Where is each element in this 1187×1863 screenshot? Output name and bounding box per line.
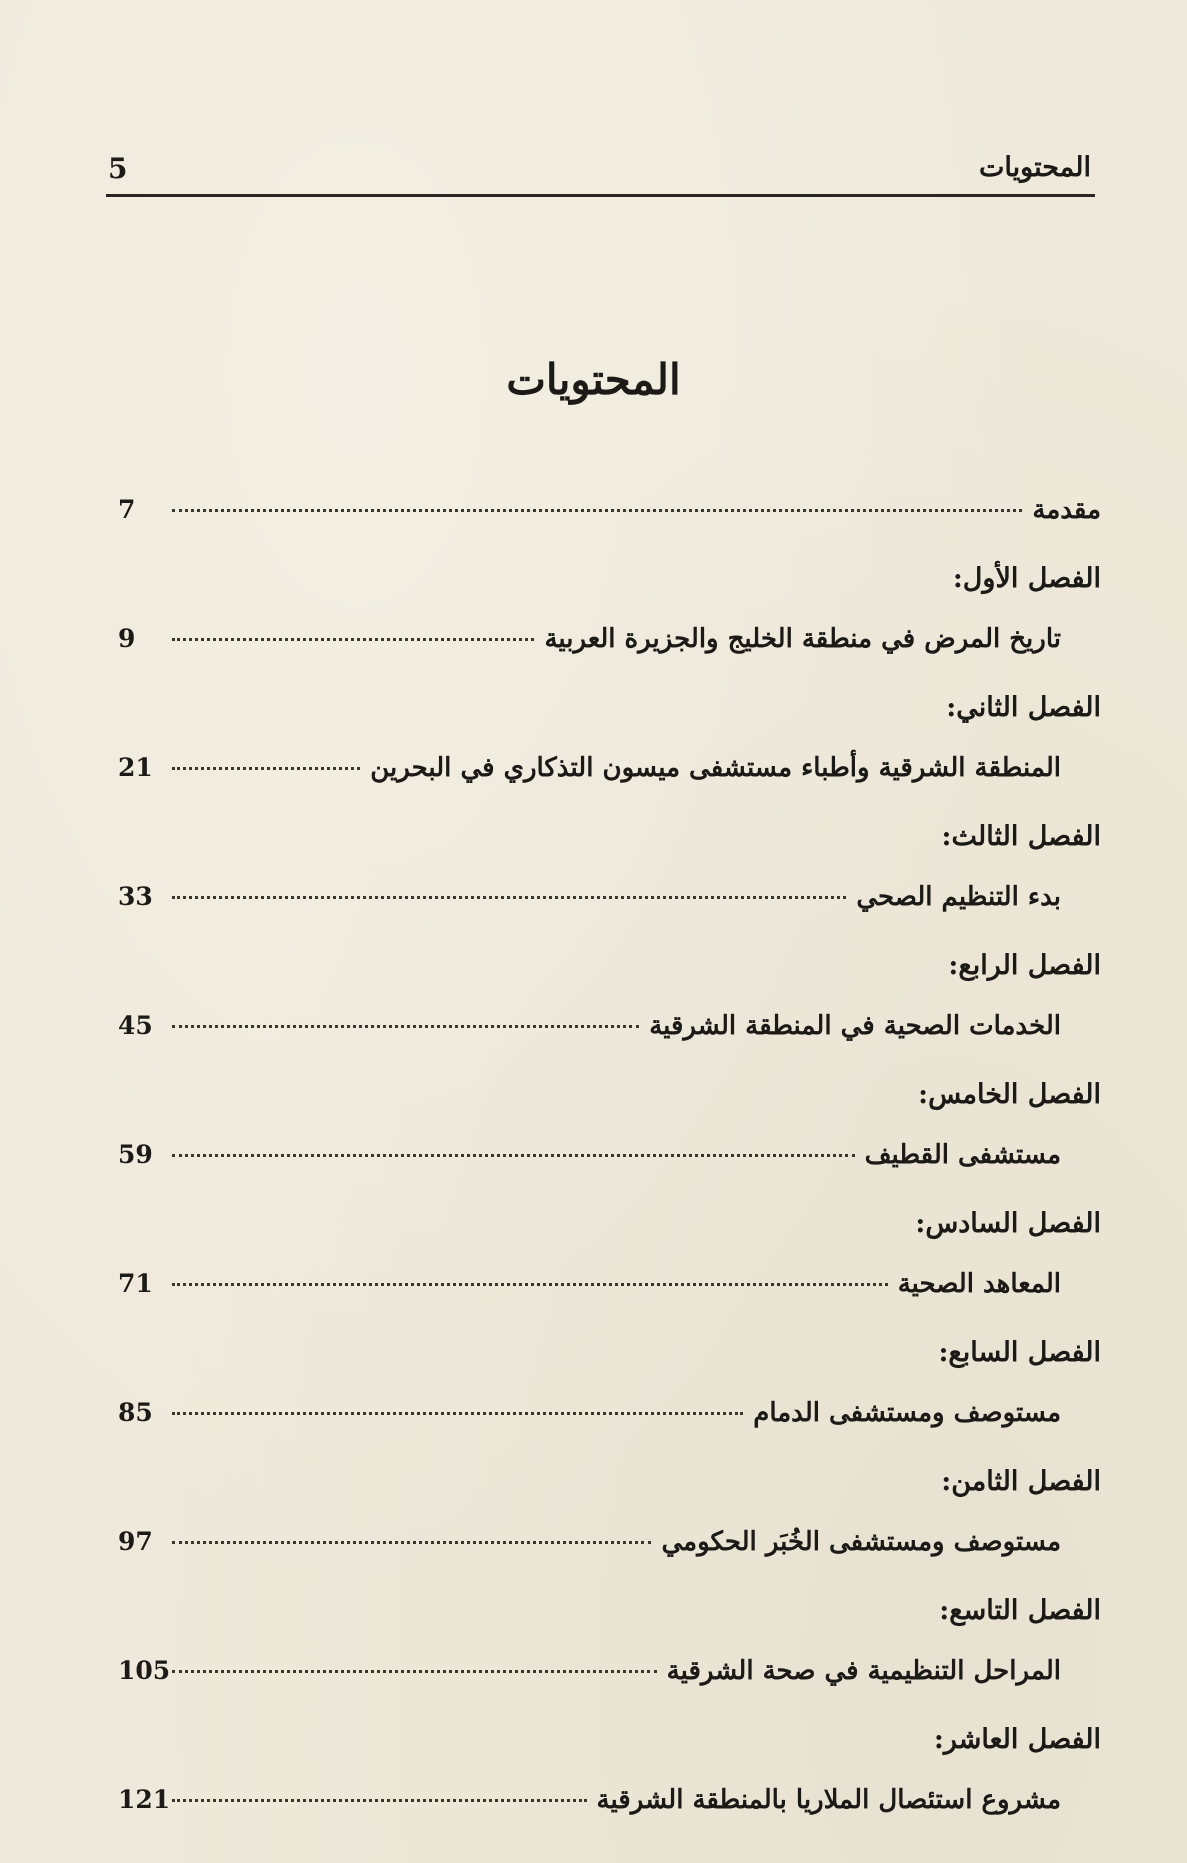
toc-entry-page: 85	[118, 1398, 153, 1427]
toc-entry-chapter-1	[118, 619, 1101, 659]
chapter-label-10: الفصل العاشر:	[933, 1724, 1101, 1755]
dot-leader	[172, 767, 360, 770]
dot-leader	[172, 1025, 639, 1028]
chapter-label-8: الفصل الثامن:	[941, 1466, 1101, 1497]
toc-entry-title: بدء التنظيم الصحي	[856, 882, 1061, 912]
toc-entry-chapter-10	[118, 1780, 1101, 1820]
dot-leader	[172, 1670, 657, 1673]
chapter-label-2: الفصل الثاني:	[946, 692, 1101, 723]
toc-entry-title: مستوصف ومستشفى الدمام	[753, 1398, 1061, 1428]
dot-leader	[172, 509, 1022, 512]
toc-entry-page: 21	[118, 753, 153, 782]
toc-entry-title: المنطقة الشرقية وأطباء مستشفى ميسون التذكاري في البحرين	[370, 753, 1061, 783]
toc-entry-page: 71	[118, 1269, 153, 1298]
page-number: 5	[108, 152, 128, 185]
toc-entry-page: 33	[118, 882, 153, 911]
toc-entry-page: 121	[118, 1785, 171, 1814]
running-title: المحتويات	[978, 152, 1091, 183]
toc-entry-chapter-2	[118, 748, 1101, 788]
toc-entry-page: 105	[118, 1656, 171, 1685]
toc-entry-title: المراحل التنظيمية في صحة الشرقية	[666, 1656, 1061, 1686]
dot-leader	[172, 1799, 587, 1802]
toc-entry-page: 45	[118, 1011, 153, 1040]
toc-entry-title: مستشفى القطيف	[864, 1140, 1061, 1170]
toc-entry-page: 97	[118, 1527, 153, 1556]
dot-leader	[172, 1541, 651, 1544]
chapter-label-5: الفصل الخامس:	[918, 1079, 1101, 1110]
dot-leader	[172, 1283, 888, 1286]
toc-entry-page: 7	[118, 495, 136, 524]
dot-leader	[172, 896, 846, 899]
chapter-label-6: الفصل السادس:	[915, 1208, 1101, 1239]
toc-entry-chapter-6	[118, 1264, 1101, 1304]
chapter-label-4: الفصل الرابع:	[948, 950, 1101, 981]
toc-entry-chapter-5	[118, 1135, 1101, 1175]
toc-entry-introduction	[118, 490, 1101, 530]
toc-entry-page: 9	[118, 624, 136, 653]
dot-leader	[172, 1412, 743, 1415]
chapter-label-3: الفصل الثالث:	[941, 821, 1101, 852]
dot-leader	[172, 1154, 855, 1157]
toc-entry-title: تاريخ المرض في منطقة الخليج والجزيرة العربية	[544, 624, 1061, 654]
toc-entry-title: مشروع استئصال الملاريا بالمنطقة الشرقية	[596, 1785, 1061, 1815]
running-header	[106, 150, 1095, 197]
toc-entry-title: مستوصف ومستشفى الخُبَر الحكومي	[661, 1527, 1061, 1557]
dot-leader	[172, 638, 534, 641]
toc-entry-chapter-8	[118, 1522, 1101, 1562]
toc-entry-page: 59	[118, 1140, 153, 1169]
chapter-label-7: الفصل السابع:	[938, 1337, 1101, 1368]
toc-entry-chapter-7	[118, 1393, 1101, 1433]
toc-entry-chapter-9	[118, 1651, 1101, 1691]
toc-entry-title: الخدمات الصحية في المنطقة الشرقية	[649, 1011, 1061, 1041]
chapter-label-9: الفصل التاسع:	[939, 1595, 1101, 1626]
toc-entry-title: المعاهد الصحية	[897, 1269, 1061, 1299]
toc-entry-chapter-3	[118, 877, 1101, 917]
page-title: المحتويات	[506, 355, 681, 404]
toc-entry-title: مقدمة	[1032, 495, 1101, 525]
toc-entry-chapter-4	[118, 1006, 1101, 1046]
table-of-contents	[118, 490, 1101, 1820]
chapter-label-1: الفصل الأول:	[952, 563, 1101, 594]
